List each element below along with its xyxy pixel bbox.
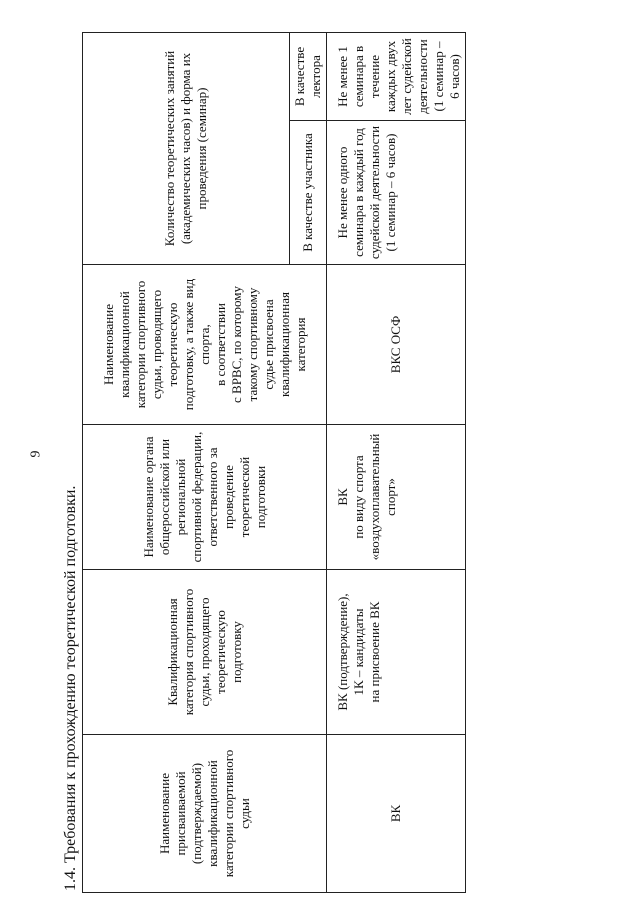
cell-line: спорта,: [196, 324, 212, 365]
header-federation-body: [83, 425, 327, 570]
cell-line: (подтверждаемой): [188, 762, 204, 865]
cell-line: спорт»: [383, 478, 398, 516]
cell-line: такому спортивному: [244, 287, 260, 402]
cell-line: с ВРВС, по которому: [228, 286, 244, 403]
cell-line: Наименование органа: [140, 436, 156, 558]
cell-line: судьи, проводящего: [148, 289, 164, 400]
cell-line: Квалификационная: [164, 598, 180, 706]
requirements-table: [82, 32, 466, 893]
rotated-content: [60, 13, 462, 893]
cell-line: течение каждых двух: [367, 40, 398, 113]
header-assigned-category: [83, 735, 327, 893]
header-as-participant: [290, 121, 327, 265]
cell-lecturer-requirement: [327, 33, 466, 121]
page-number: 9: [28, 450, 44, 458]
cell-line: Наименование: [156, 773, 172, 854]
cell-federation-body: [327, 425, 466, 570]
cell-line: (1 семинар – 6 часов): [431, 41, 462, 112]
cell-line: теоретическую: [164, 302, 180, 387]
cell-judge-category: [327, 570, 466, 735]
cell-line: категория: [292, 317, 308, 372]
cell-participant-requirement: [327, 121, 466, 265]
cell-lecturer-category: [327, 265, 466, 425]
cell-assigned-category: [327, 735, 466, 893]
cell-line: присваиваемой: [172, 771, 188, 856]
header-lecturer-category: [83, 265, 327, 425]
cell-line: теоретическую: [212, 610, 228, 694]
cell-line: на присвоение ВК: [367, 601, 382, 703]
cell-line: спортивной федерации,: [188, 431, 204, 563]
cell-line: проведение: [220, 465, 236, 529]
cell-line: по виду спорта: [351, 455, 366, 539]
cell-line: проведения (семинар): [194, 87, 209, 210]
cell-line: подготовку: [228, 621, 244, 683]
cell-line: категории спортивного: [220, 749, 236, 878]
section-title: 1.4. Требования к прохождению теоретической подготовки.: [62, 485, 79, 891]
cell-line: категория спортивного: [180, 588, 196, 716]
cell-line: Не менее одного: [335, 146, 350, 239]
cell-line: (академических часов) и форма их: [178, 52, 193, 245]
cell-line: судейской деятельности: [367, 125, 382, 260]
cell-line: ВК: [388, 804, 403, 823]
cell-line: ВК: [335, 488, 350, 506]
cell-line: судье присвоена: [260, 299, 276, 390]
cell-line: теоретической: [236, 456, 252, 538]
cell-line: Наименование: [100, 304, 116, 385]
header-theory-sessions: [83, 33, 290, 265]
cell-line: категории спортивного: [132, 280, 148, 409]
cell-line: 1К – кандидаты: [351, 608, 366, 696]
cell-line: подготовку, а также вид: [180, 278, 196, 411]
cell-line: семинара в каждый год: [351, 128, 366, 257]
cell-line: (1 семинар – 6 часов): [383, 133, 398, 252]
header-judge-category: [83, 570, 327, 735]
cell-line: судьи, проходящего: [196, 597, 212, 707]
cell-line: В качестве лектора: [292, 46, 323, 107]
cell-line: В качестве участника: [300, 133, 315, 252]
header-as-lecturer: [290, 33, 327, 121]
cell-line: квалификационной: [116, 291, 132, 398]
cell-line: деятельности: [415, 39, 430, 114]
cell-line: ВКС ОСФ: [388, 315, 403, 374]
cell-line: судьи: [236, 798, 252, 829]
cell-line: подготовки: [252, 465, 268, 529]
cell-line: Количество теоретических занятий: [162, 50, 177, 247]
cell-line: лет судейской: [399, 38, 414, 115]
cell-line: региональной: [172, 458, 188, 536]
cell-line: ответственного за: [204, 447, 220, 547]
cell-line: в соответствии: [212, 303, 228, 386]
cell-line: общероссийской или: [156, 438, 172, 556]
cell-line: квалификационная: [276, 292, 292, 397]
cell-line: «воздухоплавательный: [367, 433, 382, 561]
cell-line: ВК (подтверждение),: [335, 593, 350, 711]
cell-line: квалификационной: [204, 760, 220, 867]
cell-line: Не менее 1 семинара в: [335, 45, 366, 108]
